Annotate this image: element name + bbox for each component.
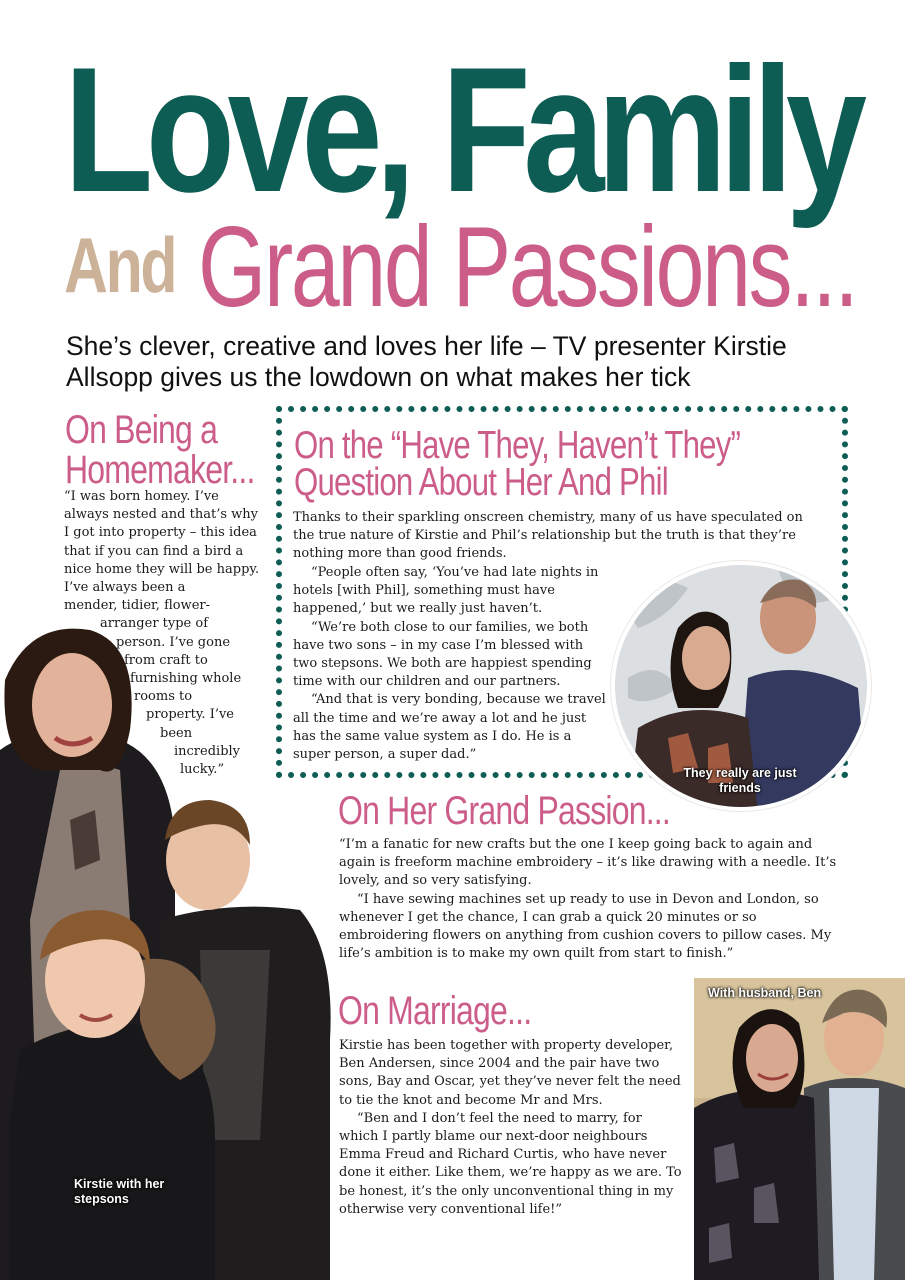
homemaker-line: nice home they will be happy. <box>64 561 260 577</box>
homemaker-line: mender, tidier, flower- <box>64 598 210 614</box>
headline-line-1: Love, Family <box>64 30 860 229</box>
homemaker-line: been <box>160 725 193 741</box>
phil-quotes <box>293 564 611 764</box>
headline-and: And <box>64 221 176 309</box>
kirstie-ben-photo <box>694 978 905 1280</box>
marriage-para-1: Kirstie has been together with property developer, Ben Andersen, since 2004 and the pair have two sons, Bay and Oscar, yet they’ve never felt the need to tie the knot and become Mr and Mrs. <box>339 1038 681 1108</box>
passion-para-1: “I’m a fanatic for new crafts but the one I keep going back to again and again is freeform machine embroidery – it’s like drawing with a needle. It’s lovely, and so very satisfying. <box>339 837 837 889</box>
phil-intro: Thanks to their sparkling onscreen chemistry, many of us have speculated on the true nature of Kirstie and Phil’s relationship but the truth is that they’re nothing more than good friends. <box>293 510 803 562</box>
homemaker-line: that if you can find a bird a <box>64 543 244 559</box>
homemaker-line: I’ve always been a <box>64 580 186 596</box>
phil-heading: On the “Have They, Haven’t They” Question About Her And Phil <box>294 424 741 504</box>
passion-heading: On Her Grand Passion... <box>338 789 670 833</box>
ben-photo-caption: With husband, Ben <box>708 986 822 1000</box>
kirstie-photo-caption: Kirstie with her stepsons <box>74 1177 165 1206</box>
marriage-text <box>339 1037 685 1219</box>
homemaker-line: rooms to <box>134 689 193 705</box>
passion-text <box>339 836 839 963</box>
homemaker-line: lucky.” <box>180 762 225 778</box>
homemaker-line: “I was born homey. I’ve <box>64 489 219 504</box>
passion-para-2: “I have sewing machines set up ready to use in Devon and London, so whenever I get the chance, I can grab a quick 20 minutes or so embroidering flowers on anything from cushion covers to pillow cases. My life’s ambition is to make my own quilt from start to finish.” <box>339 891 832 962</box>
phil-quote-1: “People often say, ‘You’ve had late nights in hotels [with Phil], something must have happened,’ but we really just haven’t. <box>293 565 599 617</box>
homemaker-line: person. I’ve gone <box>116 634 231 650</box>
homemaker-heading: On Being a Homemaker... <box>65 408 255 492</box>
phil-quote-2: “We’re both close to our families, we both have two sons – in my case I’m blessed with two stepsons. We both are happiest spending time with our children and our partners. <box>293 619 592 690</box>
homemaker-line: always nested and that’s why <box>64 507 258 523</box>
homemaker-line: arranger type of <box>100 616 209 632</box>
homemaker-line: I got into property – this idea <box>64 525 257 541</box>
homemaker-text <box>64 488 260 779</box>
phil-photo-caption: They really are just friends <box>683 766 797 795</box>
homemaker-line: property. I’ve <box>146 707 235 723</box>
marriage-heading: On Marriage... <box>338 989 532 1033</box>
standfirst: She’s clever, creative and loves her life – TV presenter Kirstie Allsopp gives us the lowdown on what makes her tick <box>66 331 787 392</box>
marriage-para-2: “Ben and I don’t feel the need to marry, for which I partly blame our next-door neighbours Emma Freud and Richard Curtis, who have never done it either. Like them, we’re happy as we are. To be honest, it’s the only unconventional thing in my otherwise very conventional life!” <box>339 1110 682 1217</box>
homemaker-line: from craft to <box>124 652 208 668</box>
homemaker-line: incredibly <box>174 743 241 759</box>
homemaker-line: furnishing whole <box>130 671 242 687</box>
phil-quote-3: “And that is very bonding, because we travel all the time and we’re away a lot and he just has the same value system as I do. He is a super person, a super dad.” <box>293 692 606 763</box>
headline-line-2: Grand Passions... <box>198 204 857 331</box>
